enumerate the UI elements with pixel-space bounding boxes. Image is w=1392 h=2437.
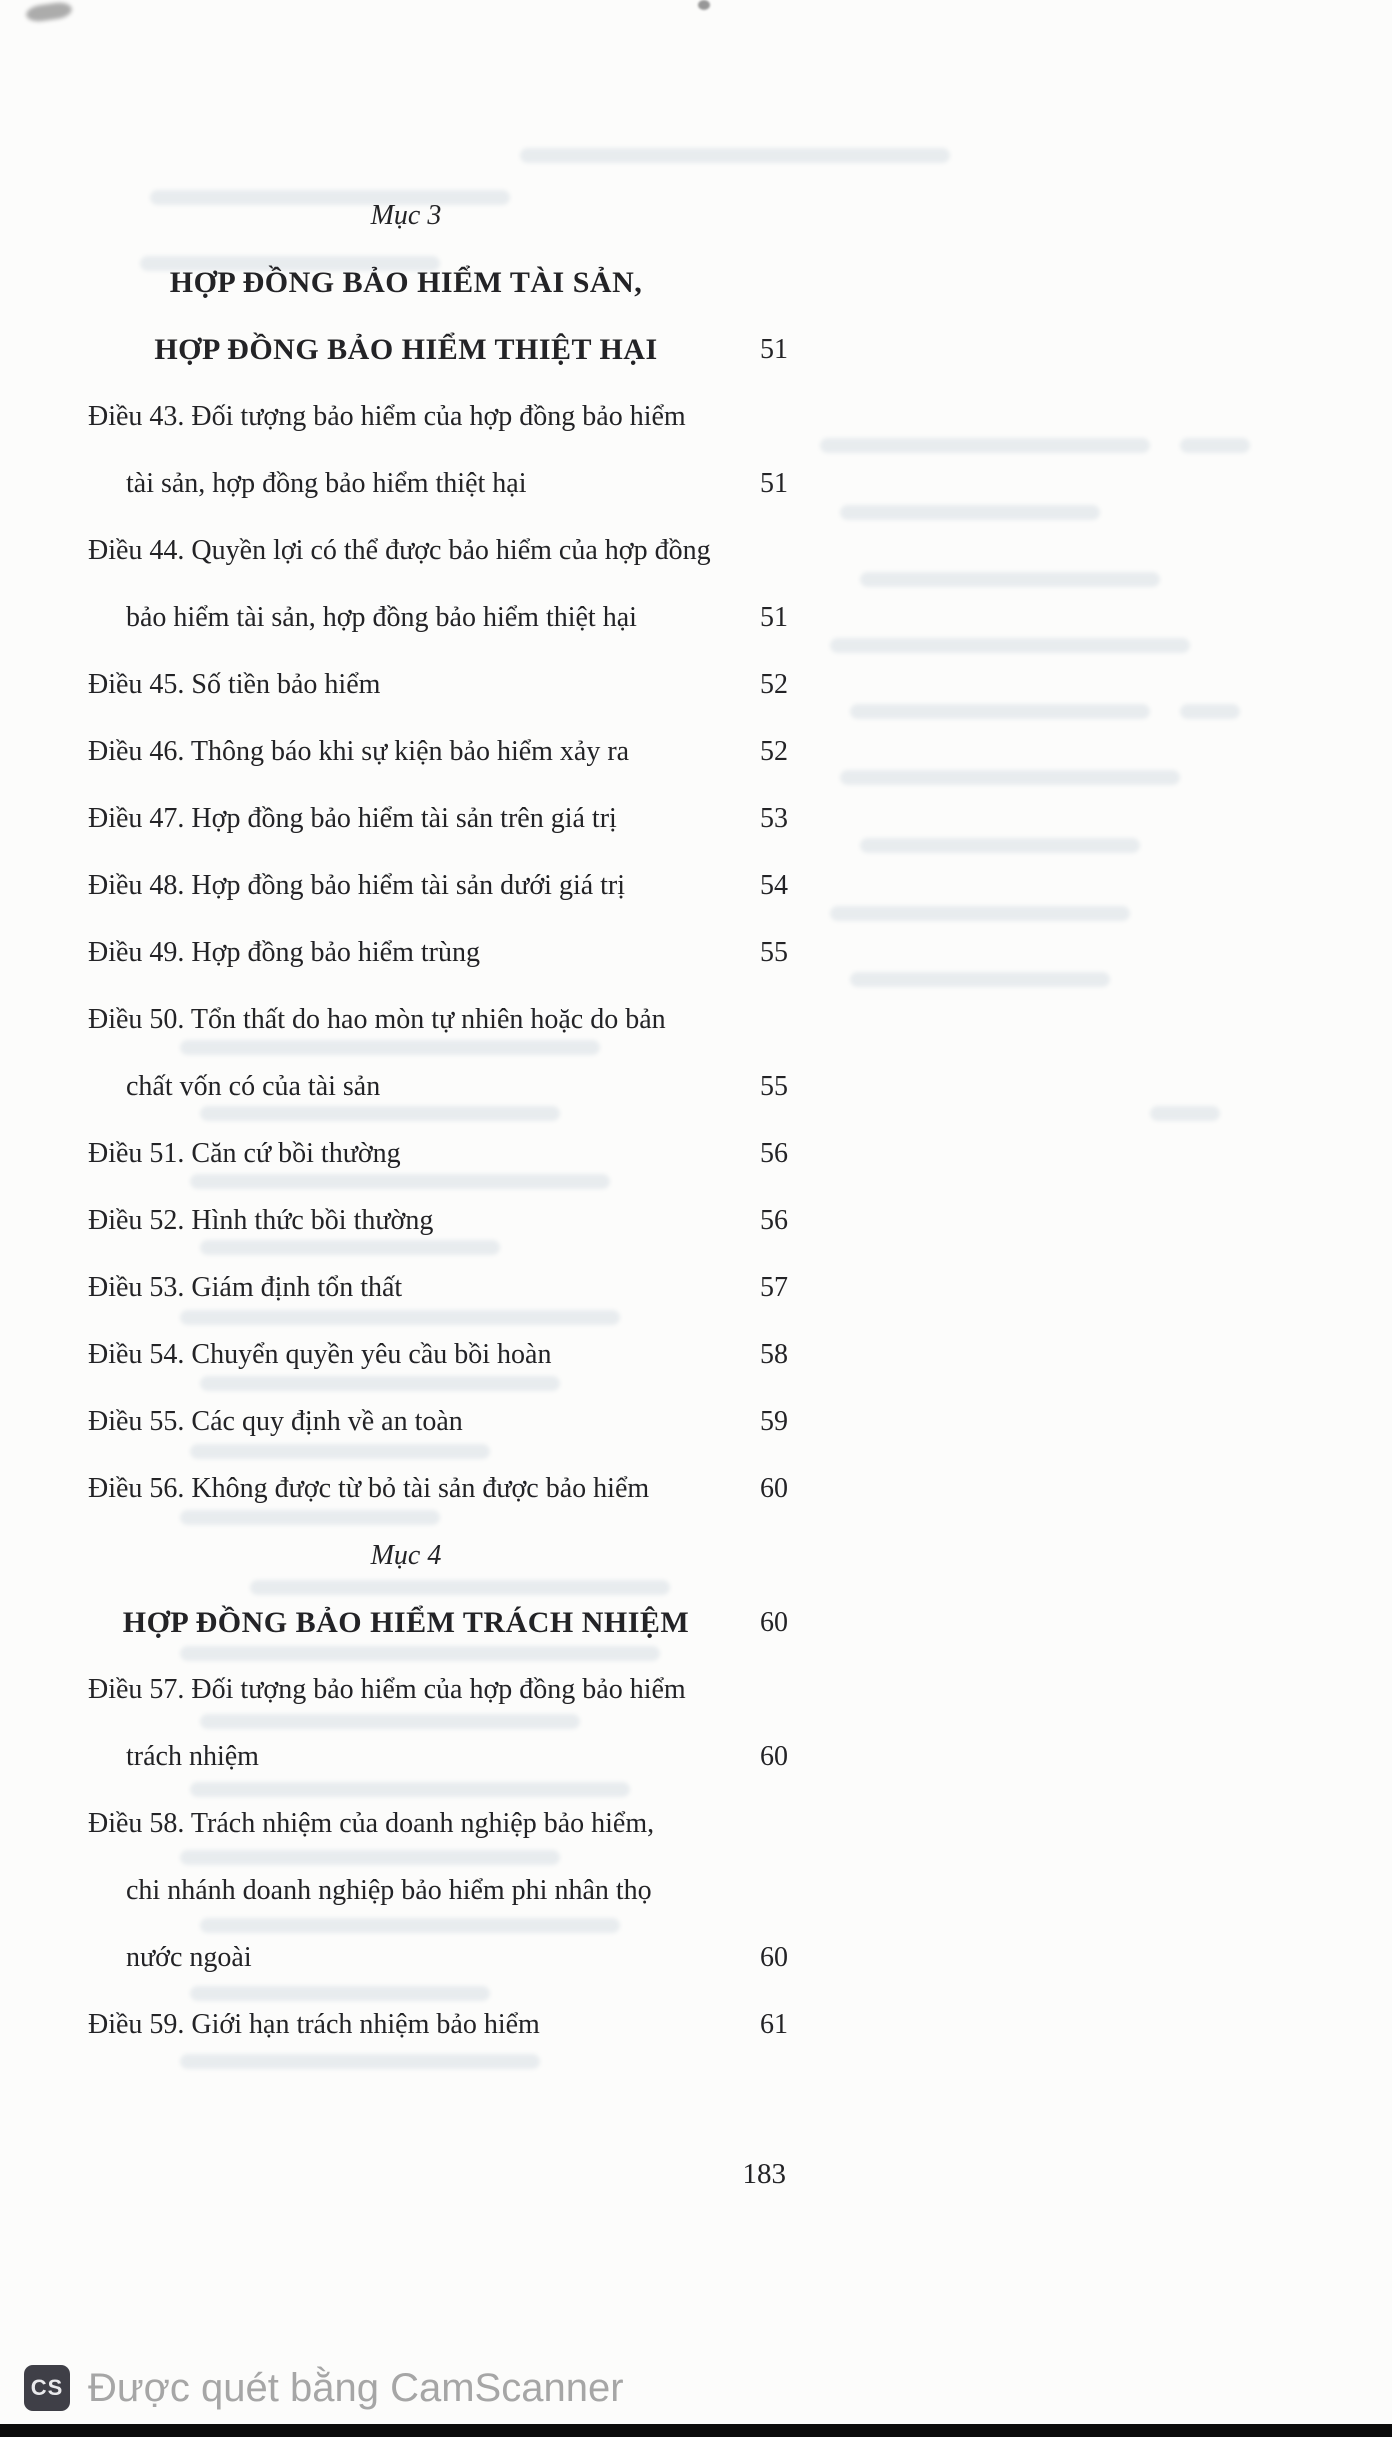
toc-entry-line: bảo hiểm tài sản, hợp đồng bảo hiểm thiệt hại <box>126 602 637 633</box>
toc-section-label <box>88 182 788 249</box>
section-label-text: Mục 4 <box>370 1540 442 1571</box>
toc-entry <box>88 718 788 785</box>
toc-entry-page: 59 <box>760 1406 788 1437</box>
camscanner-watermark <box>24 2365 624 2411</box>
toc-entry-line: Điều 56. Không được từ bỏ tài sản được bảo hiểm <box>88 1473 650 1504</box>
bleed-through-line <box>820 438 1150 453</box>
toc-entry <box>88 1991 788 2058</box>
section-title-line: HỢP ĐỒNG BẢO HIỂM TÀI SẢN, <box>169 266 643 299</box>
bleed-through-line <box>1150 1106 1220 1121</box>
toc-section-title <box>88 249 788 383</box>
toc-entry-page: 53 <box>760 803 788 834</box>
toc-entry-line: chi nhánh doanh nghiệp bảo hiểm phi nhân thọ <box>126 1875 652 1906</box>
scan-edge-bar <box>0 2424 1392 2437</box>
toc-entry-page: 61 <box>760 2009 788 2040</box>
toc-entry-text <box>88 517 724 651</box>
toc-entry <box>88 986 788 1120</box>
section-title-line: HỢP ĐỒNG BẢO HIỂM THIỆT HẠI <box>154 333 658 366</box>
toc-section-title <box>88 1589 788 1656</box>
toc-entry-text <box>88 1388 724 1455</box>
toc-entry-line: Điều 57. Đối tượng bảo hiểm của hợp đồng bảo hiểm <box>88 1674 686 1705</box>
toc-entry <box>88 785 788 852</box>
toc-entry <box>88 1790 788 1991</box>
toc-entry <box>88 517 788 651</box>
bleed-through-line <box>840 505 1100 520</box>
toc-entry-line: Điều 48. Hợp đồng bảo hiểm tài sản dưới giá trị <box>88 870 626 901</box>
toc-blocks <box>88 182 788 2058</box>
section-page-number: 60 <box>760 1607 788 1638</box>
toc-entry-text <box>88 785 724 852</box>
toc-entry <box>88 383 788 517</box>
toc-entry-text <box>88 1254 724 1321</box>
toc-section-label <box>88 1522 788 1589</box>
toc-entry-line: Điều 55. Các quy định về an toàn <box>88 1406 463 1437</box>
bleed-through-line <box>850 972 1110 987</box>
section-title-line: HỢP ĐỒNG BẢO HIỂM TRÁCH NHIỆM <box>122 1606 690 1639</box>
toc-entry <box>88 1120 788 1187</box>
toc-entry-text <box>88 1656 724 1790</box>
section-title-lines <box>88 1589 724 1656</box>
toc-entry-page: 60 <box>760 1473 788 1504</box>
toc-entry-text <box>88 852 724 919</box>
bleed-through-line <box>860 838 1140 853</box>
toc-entry-line: Điều 46. Thông báo khi sự kiện bảo hiểm xảy ra <box>88 736 630 767</box>
toc-entry-line: Điều 54. Chuyển quyền yêu cầu bồi hoàn <box>88 1339 552 1370</box>
bleed-through-line <box>520 148 950 163</box>
toc-entry-text <box>88 383 724 517</box>
camscanner-logo-icon: CS <box>24 2365 70 2411</box>
toc-entry-text <box>88 1321 724 1388</box>
bleed-through-line <box>830 906 1130 921</box>
toc-entry-text <box>88 1120 724 1187</box>
toc-entry-page: 60 <box>760 1942 788 1973</box>
page-number: 183 <box>742 2158 786 2190</box>
table-of-contents <box>88 182 788 2191</box>
toc-entry-text <box>88 718 724 785</box>
bleed-through-line <box>850 704 1150 719</box>
toc-entry-page: 58 <box>760 1339 788 1370</box>
bleed-through-line <box>1180 704 1240 719</box>
toc-entry-line: chất vốn có của tài sản <box>126 1071 381 1102</box>
scan-smudge <box>25 1 73 23</box>
toc-entry-page: 60 <box>760 1741 788 1772</box>
toc-entry-page: 57 <box>760 1272 788 1303</box>
toc-entry-page: 56 <box>760 1138 788 1169</box>
toc-entry-text <box>88 1187 724 1254</box>
toc-entry-line: tài sản, hợp đồng bảo hiểm thiệt hại <box>126 468 527 499</box>
toc-entry <box>88 1388 788 1455</box>
toc-entry-text <box>88 1455 724 1522</box>
toc-entry-page: 55 <box>760 1071 788 1102</box>
toc-entry-line: Điều 43. Đối tượng bảo hiểm của hợp đồng bảo hiểm <box>88 401 686 432</box>
bleed-through-line <box>860 572 1160 587</box>
camscanner-watermark-text: Được quét bằng CamScanner <box>88 2365 624 2410</box>
toc-entry-text <box>88 651 724 718</box>
toc-entry <box>88 1321 788 1388</box>
toc-entry-line: Điều 52. Hình thức bồi thường <box>88 1205 434 1236</box>
bleed-through-line <box>830 638 1190 653</box>
toc-entry-line: Điều 50. Tổn thất do hao mòn tự nhiên hoặc do bản <box>88 1004 666 1035</box>
toc-entry-page: 52 <box>760 669 788 700</box>
toc-entry-page: 52 <box>760 736 788 767</box>
toc-entry-page: 56 <box>760 1205 788 1236</box>
toc-entry-line: Điều 51. Căn cứ bồi thường <box>88 1138 401 1169</box>
toc-entry-line: nước ngoài <box>126 1942 252 1973</box>
toc-entry-text <box>88 919 724 986</box>
toc-entry <box>88 1455 788 1522</box>
bleed-through-line <box>840 770 1180 785</box>
toc-entry-line: Điều 44. Quyền lợi có thể được bảo hiểm của hợp đồng <box>88 535 711 566</box>
bleed-through-line <box>1180 438 1250 453</box>
toc-entry-line: Điều 49. Hợp đồng bảo hiểm trùng <box>88 937 480 968</box>
section-page-number: 51 <box>760 334 788 365</box>
toc-entry <box>88 852 788 919</box>
toc-entry <box>88 1187 788 1254</box>
section-label-text: Mục 3 <box>370 200 442 231</box>
toc-entry-line: Điều 45. Số tiền bảo hiểm <box>88 669 381 700</box>
toc-entry <box>88 651 788 718</box>
toc-entry-text <box>88 1991 724 2058</box>
toc-entry-page: 51 <box>760 602 788 633</box>
toc-entry-page: 55 <box>760 937 788 968</box>
section-title-lines <box>88 249 724 383</box>
toc-entry <box>88 1656 788 1790</box>
toc-entry-page: 54 <box>760 870 788 901</box>
toc-entry-line: Điều 47. Hợp đồng bảo hiểm tài sản trên giá trị <box>88 803 617 834</box>
toc-entry-line: Điều 53. Giám định tổn thất <box>88 1272 403 1303</box>
toc-entry-line: trách nhiệm <box>126 1741 259 1772</box>
toc-entry-line: Điều 59. Giới hạn trách nhiệm bảo hiểm <box>88 2009 540 2040</box>
scan-smudge <box>698 0 710 10</box>
toc-entry-text <box>88 986 724 1120</box>
toc-entry-page: 51 <box>760 468 788 499</box>
toc-entry-line: Điều 58. Trách nhiệm của doanh nghiệp bảo hiểm, <box>88 1808 655 1839</box>
toc-entry-text <box>88 1790 724 1991</box>
toc-entry <box>88 1254 788 1321</box>
toc-entry <box>88 919 788 986</box>
